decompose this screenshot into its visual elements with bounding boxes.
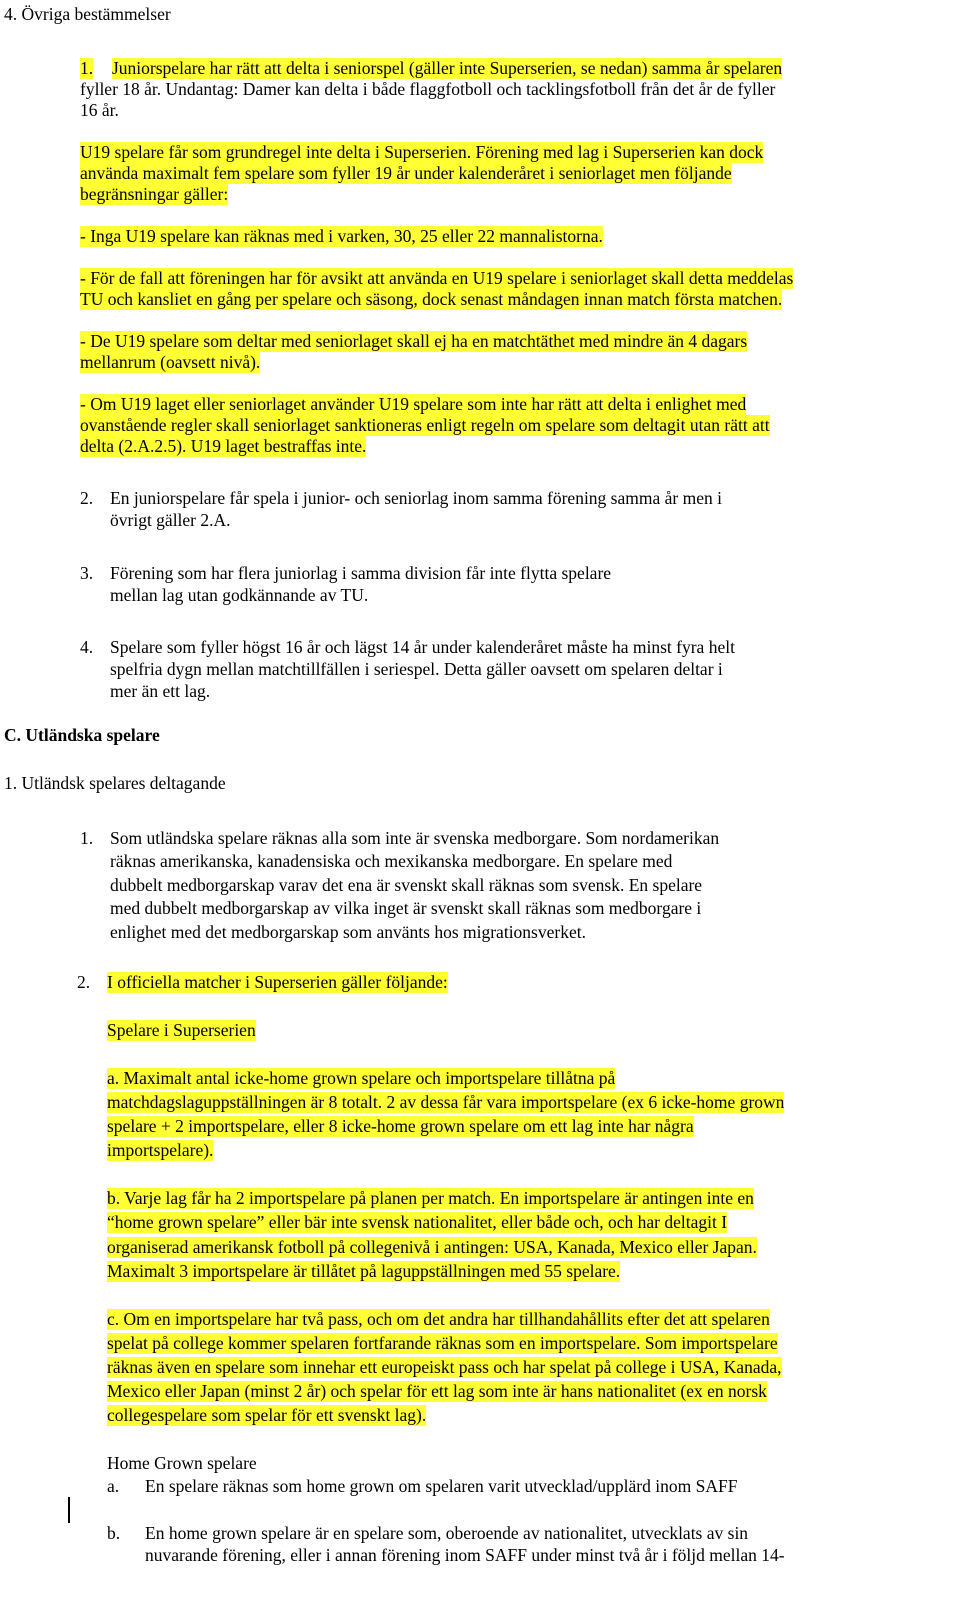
section-heading: 4. Övriga bestämmelser: [4, 4, 171, 24]
revision-bar: [68, 1497, 70, 1523]
rule-a-line: importspelare).: [107, 1140, 214, 1160]
item-line: mellan lag utan godkännande av TU.: [110, 585, 369, 605]
item-number: 1.: [80, 828, 94, 848]
item-number: 2.: [80, 488, 94, 508]
item-line: En home grown spelare är en spelare som, oberoende av nationalitet, utvecklats av sin: [145, 1523, 749, 1543]
u19-line: - Om U19 laget eller seniorlaget använder U19 spelare som inte har rätt att delta i enlighet med: [80, 394, 747, 414]
u19-line: begränsningar gäller:: [80, 184, 229, 204]
rule-c-line: räknas även en spelare som innehar ett europeiskt pass och har spelat på college i USA, Kanada,: [107, 1357, 782, 1377]
rule-b-line: organiserad amerikansk fotboll på collegenivå i antingen: USA, Kanada, Mexico eller Japan.: [107, 1237, 757, 1257]
item-line: Juniorspelare har rätt att delta i seniorspel (gäller inte Superserien, se nedan) samma år spelaren: [112, 58, 783, 78]
rule-a-line: matchdagslaguppställningen är 8 totalt. 2 av dessa får vara importspelare (ex 6 icke-home grown: [107, 1092, 785, 1112]
item-line: övrigt gäller 2.A.: [110, 510, 231, 530]
item-label: b.: [107, 1523, 121, 1543]
item-line: En spelare räknas som home grown om spelaren varit utvecklad/upplärd inom SAFF: [145, 1476, 738, 1496]
subsection-heading: 1. Utländsk spelares deltagande: [4, 773, 226, 793]
item-label: a.: [107, 1476, 120, 1496]
item-line: fyller 18 år. Undantag: Damer kan delta i både flaggfotboll och tacklingsfotboll från det år de fyller: [80, 79, 776, 99]
subheading: Home Grown spelare: [107, 1453, 257, 1473]
u19-line: - För de fall att föreningen har för avsikt att använda en U19 spelare i seniorlaget skall detta meddelas: [80, 268, 794, 288]
rule-b-line: Maximalt 3 importspelare är tillåtet på laguppställningen med 55 spelare.: [107, 1261, 621, 1281]
u19-line: - De U19 spelare som deltar med seniorlaget skall ej ha en matchtäthet med mindre än 4 dagars: [80, 331, 748, 351]
item-line: räknas amerikanska, kanadensiska och mexikanska medborgare. En spelare med: [110, 851, 673, 871]
rule-a-line: spelare + 2 importspelare, eller 8 icke-home grown spelare om ett lag inte har några: [107, 1116, 694, 1136]
u19-line: U19 spelare får som grundregel inte delta i Superserien. Förening med lag i Superserien kan dock: [80, 142, 764, 162]
item-line: Förening som har flera juniorlag i samma division får inte flytta spelare: [110, 563, 612, 583]
u19-line: TU och kansliet en gång per spelare och säsong, dock senast måndagen innan match första matchen.: [80, 289, 783, 309]
section-heading: C. Utländska spelare: [4, 725, 160, 745]
u19-line: mellanrum (oavsett nivå).: [80, 352, 261, 372]
u19-line: - Inga U19 spelare kan räknas med i varken, 30, 25 eller 22 mannalistorna.: [80, 226, 603, 246]
item-number: 3.: [80, 563, 94, 583]
subheading: Spelare i Superserien: [107, 1020, 256, 1040]
rule-b-line: “home grown spelare” eller bär inte svensk nationalitet, eller både och, och har deltagit I: [107, 1212, 728, 1232]
u19-line: delta (2.A.2.5). U19 laget bestraffas inte.: [80, 436, 367, 456]
item-number: 1.: [80, 58, 94, 78]
item-line: spelfria dygn mellan matchtillfällen i seriespel. Detta gäller oavsett om spelaren deltar i: [110, 659, 723, 679]
rule-b-line: b. Varje lag får ha 2 importspelare på planen per match. En importspelare är antingen inte en: [107, 1188, 754, 1208]
item-line: 16 år.: [80, 100, 119, 120]
u19-line: använda maximalt fem spelare som fyller 19 år under kalenderåret i seniorlaget men följande: [80, 163, 732, 183]
item-number: 4.: [80, 637, 94, 657]
rule-c-line: Mexico eller Japan (minst 2 år) och spelar för ett lag som inte är hans nationalitet (ex en norsk: [107, 1381, 767, 1401]
item-line: nuvarande förening, eller i annan förening inom SAFF under minst två år i följd mellan 14-: [145, 1545, 785, 1565]
rule-a-line: a. Maximalt antal icke-home grown spelare och importspelare tillåtna på: [107, 1068, 616, 1088]
rule-c-line: spelat på college kommer spelaren fortfarande räknas som en importspelare. Som importspelare: [107, 1333, 778, 1353]
item-number: 2.: [77, 972, 91, 992]
item-line: I officiella matcher i Superserien gäller följande:: [107, 972, 448, 992]
item-line: med dubbelt medborgarskap av vilka inget är svenskt skall räknas som medborgare i: [110, 898, 702, 918]
item-line: En juniorspelare får spela i junior- och seniorlag inom samma förening samma år men i: [110, 488, 722, 508]
rule-c-line: c. Om en importspelare har två pass, och om det andra har tillhandahållits efter det att spelaren: [107, 1309, 770, 1329]
u19-line: ovanstående regler skall seniorlaget sanktioneras enligt regeln om spelare som deltagit utan rätt att: [80, 415, 770, 435]
item-line: enlighet med det medborgarskap som använts hos migrationsverket.: [110, 922, 586, 942]
rule-c-line: collegespelare som spelar för ett svenskt lag).: [107, 1405, 427, 1425]
item-line: Som utländska spelare räknas alla som inte är svenska medborgare. Som nordamerikan: [110, 828, 720, 848]
item-line: dubbelt medborgarskap varav det ena är svenskt skall räknas som svensk. En spelare: [110, 875, 703, 895]
item-line: Spelare som fyller högst 16 år och lägst 14 år under kalenderåret måste ha minst fyra helt: [110, 637, 735, 657]
item-line: mer än ett lag.: [110, 681, 211, 701]
